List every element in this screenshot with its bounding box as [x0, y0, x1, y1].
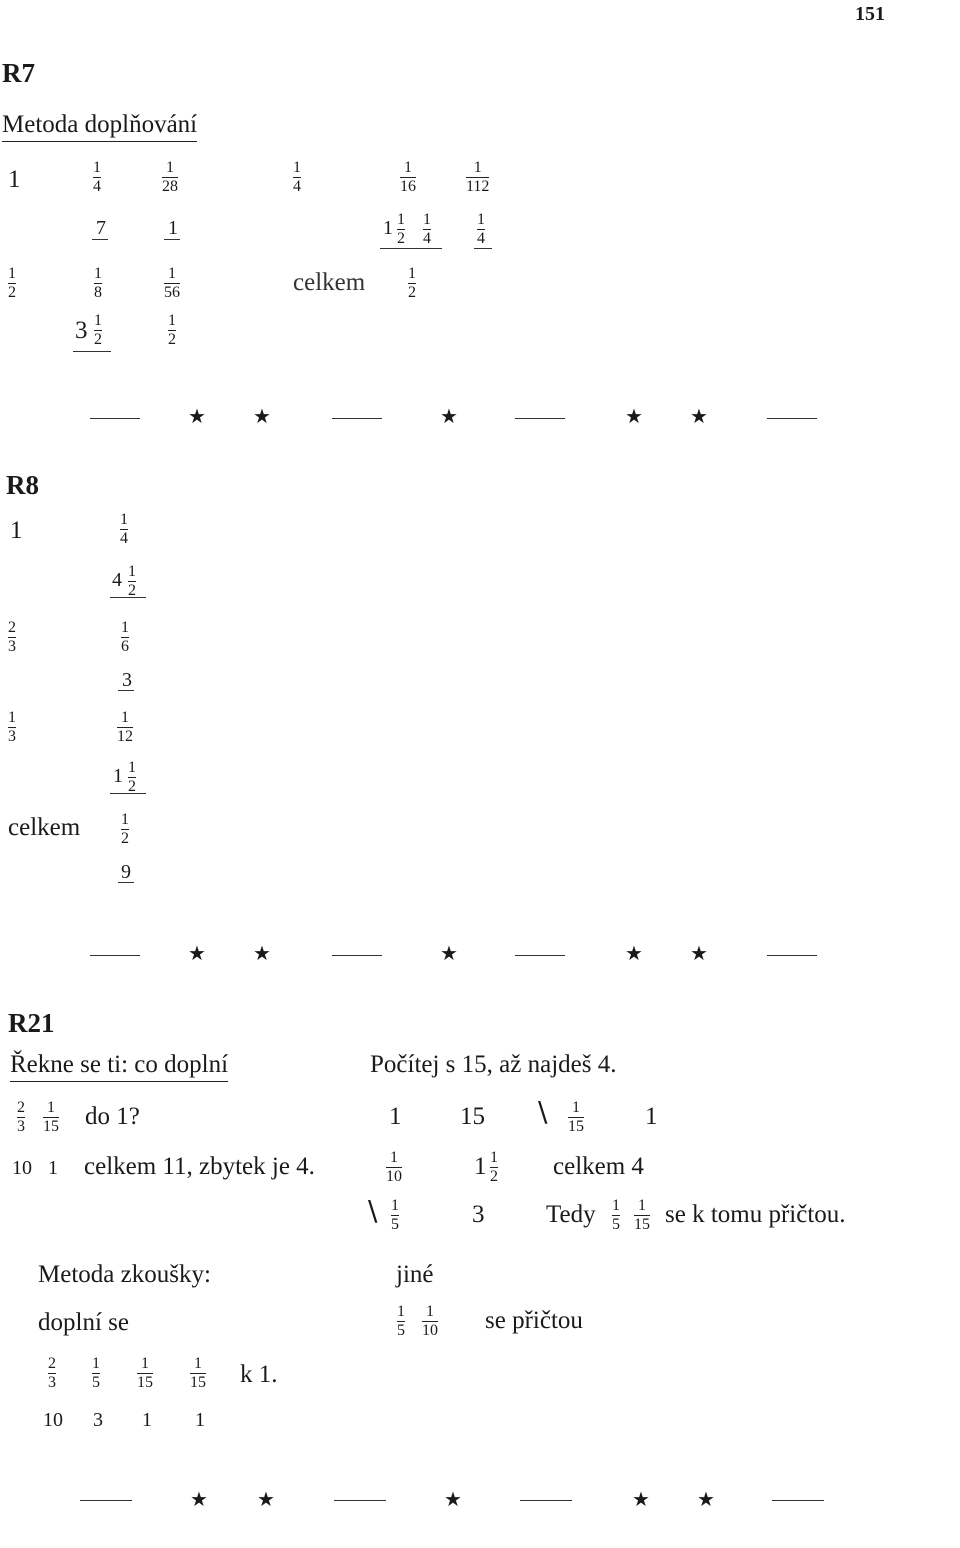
fraction: 1 5 — [92, 1355, 100, 1391]
section-heading-r8: R8 — [6, 470, 39, 500]
fraction: 1 112 — [466, 159, 490, 195]
fraction: 1 2 — [397, 211, 405, 247]
fraction: 1 15 — [190, 1355, 206, 1391]
r21-value: 1 — [142, 1409, 152, 1431]
fraction: 1 15 — [568, 1099, 584, 1135]
r21-value: 3 — [93, 1409, 103, 1431]
method-subtitle: doplní se — [38, 1309, 129, 1336]
fraction: 1 2 — [490, 1149, 498, 1185]
underline — [110, 793, 146, 794]
r21-value: 1 — [645, 1103, 658, 1130]
r21-value: 1 — [195, 1409, 205, 1431]
fraction: 1 4 — [423, 211, 431, 247]
r8-value: 3 — [122, 669, 132, 691]
fraction: 1 2 — [8, 265, 16, 301]
underline — [164, 239, 180, 240]
fraction: 1 56 — [164, 265, 180, 301]
underline — [73, 351, 111, 352]
fraction: 1 15 — [634, 1197, 650, 1233]
underline — [118, 882, 134, 883]
fraction: 1 10 — [386, 1149, 402, 1185]
r8-value: 1 — [10, 517, 23, 544]
fraction: 1 2 — [408, 265, 416, 301]
r21-right-title: Počítej s 15, až najdeš 4. — [370, 1051, 617, 1078]
fraction: 1 5 — [397, 1303, 405, 1339]
underline — [92, 239, 108, 240]
r7-value: 3 — [75, 317, 88, 344]
fraction: 1 10 — [422, 1303, 438, 1339]
fraction: 2 3 — [48, 1355, 56, 1391]
conclusion-text: se k tomu přičtou. — [665, 1201, 846, 1228]
total-text: celkem 4 — [553, 1153, 644, 1180]
r21-value: 15 — [460, 1103, 485, 1130]
r21-value: 1 — [48, 1157, 58, 1179]
r8-value: 9 — [121, 861, 131, 883]
r8-value: 1 — [113, 765, 123, 787]
conclusion-text: Tedy — [546, 1201, 596, 1228]
fraction: 1 2 — [168, 312, 176, 348]
fraction: 1 2 — [128, 563, 136, 599]
r7-total-label: celkem — [293, 269, 366, 296]
fraction: 1 4 — [93, 159, 101, 195]
r21-left-title: Řekne se ti: co doplní — [10, 1052, 228, 1082]
section-heading-r21: R21 — [8, 1008, 55, 1038]
backslash-mark: \ — [538, 1095, 548, 1128]
other-text: se přičtou — [485, 1307, 583, 1334]
target-text: k 1. — [240, 1361, 278, 1388]
fraction: 1 15 — [137, 1355, 153, 1391]
r21-value: 10 — [12, 1157, 32, 1179]
underline — [118, 690, 134, 691]
method-title: Metoda zkoušky: — [38, 1261, 211, 1288]
r7-value: 1 — [383, 217, 393, 239]
fraction: 1 8 — [94, 265, 102, 301]
section-heading-r7: R7 — [2, 58, 35, 88]
r21-value: 10 — [43, 1409, 63, 1431]
r21-value: 1 — [389, 1103, 402, 1130]
fraction: 1 16 — [400, 159, 416, 195]
question-text: do 1? — [85, 1103, 140, 1130]
fraction: 1 2 — [128, 759, 136, 795]
r7-value: 1 — [8, 166, 21, 193]
fraction: 1 4 — [293, 159, 301, 195]
fraction: 1 5 — [612, 1197, 620, 1233]
r8-value: 4 — [112, 569, 122, 591]
underline — [110, 597, 146, 598]
r7-value: 1 — [168, 217, 178, 239]
fraction: 1 2 — [94, 312, 102, 348]
fraction: 1 6 — [121, 619, 129, 655]
page-number: 151 — [855, 3, 885, 25]
fraction: 1 12 — [117, 709, 133, 745]
fraction: 1 4 — [120, 511, 128, 547]
fraction: 2 3 — [8, 619, 16, 655]
fraction: 1 28 — [162, 159, 178, 195]
underline — [380, 248, 442, 249]
r21-value: 3 — [472, 1201, 485, 1228]
backslash-mark: \ — [368, 1194, 378, 1227]
other-title: jiné — [396, 1261, 434, 1288]
fraction: 1 15 — [43, 1099, 59, 1135]
fraction: 2 3 — [17, 1099, 25, 1135]
fraction: 1 4 — [477, 211, 485, 247]
answer-text: celkem 11, zbytek je 4. — [84, 1153, 315, 1180]
r21-value: 1 — [474, 1153, 487, 1180]
fraction: 1 3 — [8, 709, 16, 745]
fraction: 1 2 — [121, 811, 129, 847]
r8-total-label: celkem — [8, 814, 81, 841]
r7-subtitle: Metoda doplňování — [2, 112, 197, 142]
underline — [474, 248, 492, 249]
fraction: 1 5 — [391, 1197, 399, 1233]
r7-value: 7 — [96, 217, 106, 239]
